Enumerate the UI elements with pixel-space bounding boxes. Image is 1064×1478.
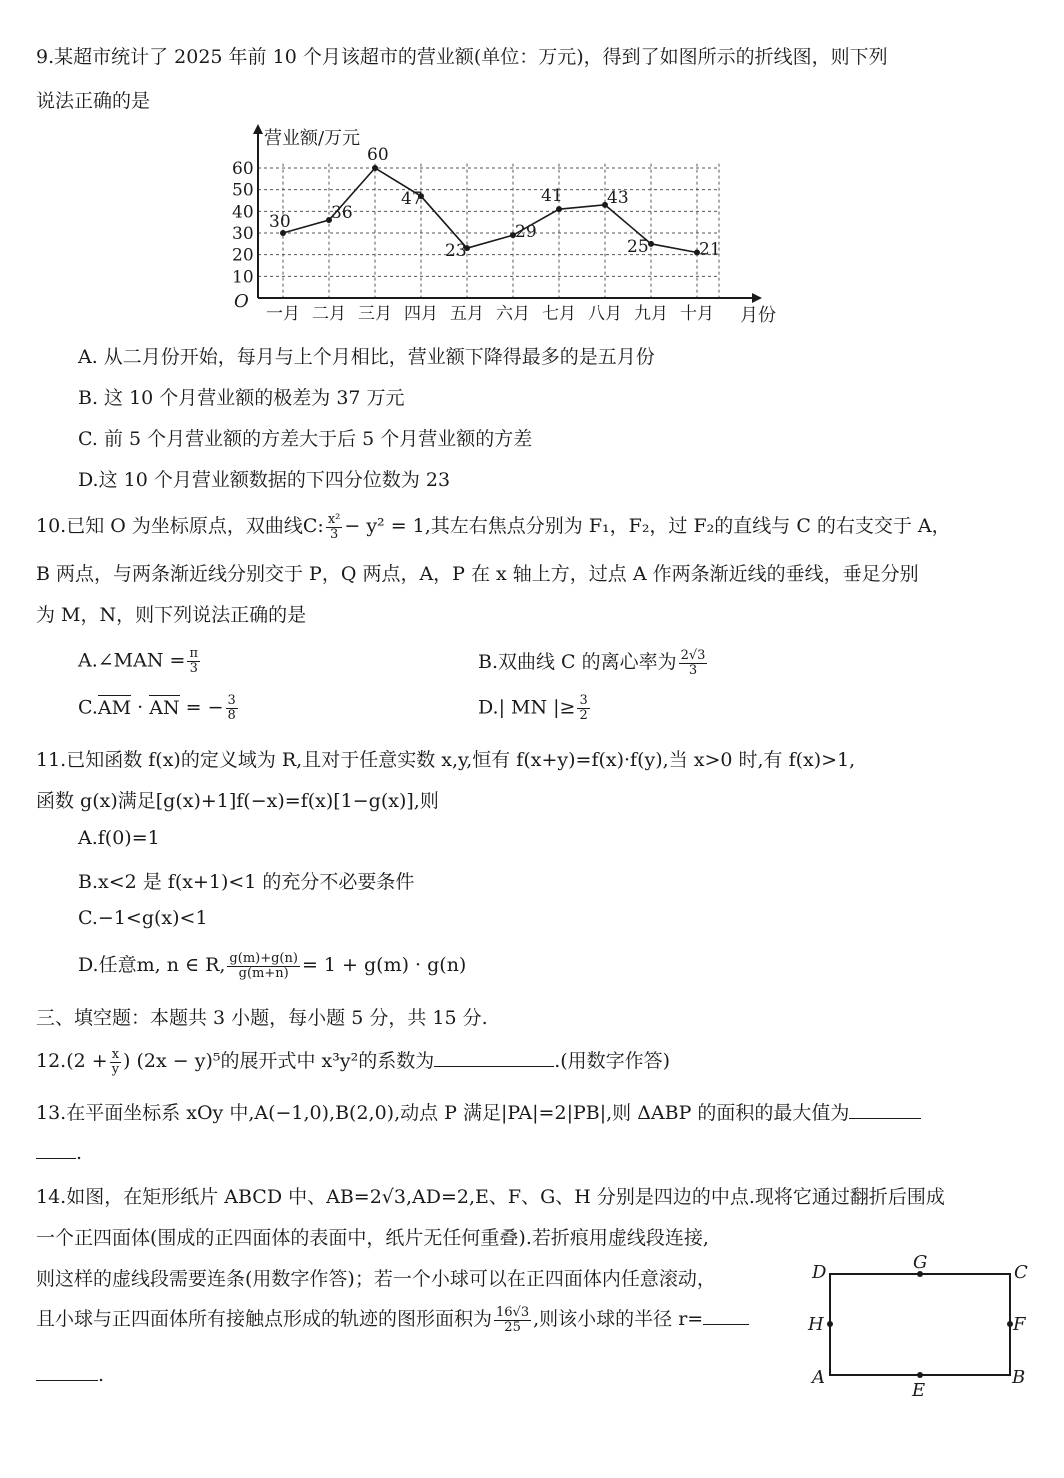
y-tick-label: 60 bbox=[232, 159, 254, 179]
label-a: A bbox=[812, 1367, 825, 1388]
q13-stem-line2: . bbox=[36, 1140, 82, 1164]
section-3-heading: 三、填空题：本题共 3 小题，每小题 5 分，共 15 分. bbox=[36, 1007, 488, 1029]
y-tick-label: 30 bbox=[232, 224, 254, 244]
revenue-line-chart bbox=[226, 118, 796, 333]
q11-option-c: C.−1<g(x)<1 bbox=[78, 907, 208, 929]
x-tick-label: 九月 bbox=[634, 304, 668, 324]
chart-origin-label: O bbox=[234, 291, 249, 312]
y-tick-label: 40 bbox=[232, 202, 254, 223]
data-label: 23 bbox=[445, 241, 467, 262]
chart-x-axis-title: 月份 bbox=[740, 305, 776, 326]
q13-answer-blank bbox=[849, 1100, 921, 1119]
label-g: G bbox=[913, 1252, 928, 1273]
q14-stem-line4: 且小球与正四面体所有接触点形成的轨迹的图形面积为 $\frac{16√3}{25}$ ,则该小球的半径 r= bbox=[36, 1304, 749, 1335]
data-label: 36 bbox=[331, 203, 353, 223]
chart-category-labels bbox=[266, 304, 714, 324]
q12-answer-blank bbox=[434, 1048, 554, 1067]
q10-stem-line2: B 两点，与两条渐近线分别交于 P，Q 两点，A，P 在 x 轴上方，过点 A 作两条渐近线的垂线，垂足分别 bbox=[36, 563, 919, 585]
x-tick-label: 八月 bbox=[588, 304, 622, 324]
data-label: 41 bbox=[541, 186, 563, 207]
data-label: 60 bbox=[367, 145, 389, 165]
q11-option-b: B.x<2 是 f(x+1)<1 的充分不必要条件 bbox=[78, 871, 415, 893]
q9-stem-line2: 说法正确的是 bbox=[36, 90, 151, 112]
q14-answer-blank bbox=[703, 1306, 749, 1325]
x-tick-label: 一月 bbox=[266, 304, 300, 324]
q10-option-a: A.∠MAN = $\frac{\pi}{3}$ bbox=[78, 646, 198, 676]
data-label: 29 bbox=[515, 222, 537, 243]
q10-option-d: D.| MN |≥ $\frac{3}{2}$ bbox=[478, 693, 588, 723]
rectangle-abcd-figure bbox=[800, 1250, 1040, 1400]
q11-option-d: D.任意m, n ∈ R, $\frac{g(m)+g(n)}{g(m+n)}$ = 1 + g(m) · g(n) bbox=[78, 950, 467, 981]
x-tick-label: 五月 bbox=[450, 304, 484, 324]
y-tick-label: 20 bbox=[232, 245, 254, 266]
data-point bbox=[556, 206, 562, 212]
q10-stem-line3: 为 M，N，则下列说法正确的是 bbox=[36, 604, 307, 626]
q9-option-c: C. 前 5 个月营业额的方差大于后 5 个月营业额的方差 bbox=[78, 428, 533, 450]
q14-stem-line1: 14.如图，在矩形纸片 ABCD 中、AB=2√3,AD=2,E、F、G、H 分别是四边的中点.现将它通过翻折后围成 bbox=[36, 1186, 945, 1208]
data-label: 30 bbox=[269, 212, 291, 232]
y-axis-arrow bbox=[253, 124, 263, 134]
data-label: 25 bbox=[627, 236, 649, 257]
x-tick-label: 四月 bbox=[404, 304, 438, 324]
point-h bbox=[827, 1321, 833, 1327]
q14-stem-line2: 一个正四面体(围成的正四面体的表面中，纸片无任何重叠).若折痕用虚线段连接, bbox=[36, 1227, 709, 1249]
y-tick-label: 10 bbox=[232, 267, 254, 288]
q13-stem-line1: 13.在平面坐标系 xOy 中,A(−1,0),B(2,0),动点 P 满足|PA|=2|PB|,则 ΔABP 的面积的最大值为 bbox=[36, 1098, 921, 1125]
x-tick-label: 六月 bbox=[496, 304, 530, 324]
q12-stem: 12.(2 + $\frac{x}{y}$ ) (2x − y)⁵的展开式中 x³y²的系数为 .(用数字作答) bbox=[36, 1046, 671, 1077]
q11-stem-line1: 11.已知函数 f(x)的定义域为 R,且对于任意实数 x,y,恒有 f(x+y)=f(x)·f(y),当 x>0 时,有 f(x)>1, bbox=[36, 749, 856, 771]
label-d: D bbox=[812, 1262, 827, 1283]
label-h: H bbox=[808, 1314, 824, 1335]
q9-option-d: D.这 10 个月营业额数据的下四分位数为 23 bbox=[78, 469, 451, 491]
chart-grid bbox=[258, 164, 719, 298]
data-label: 43 bbox=[607, 187, 629, 208]
point-e bbox=[917, 1372, 923, 1378]
q9-option-b: B. 这 10 个月营业额的极差为 37 万元 bbox=[78, 387, 405, 409]
label-b: B bbox=[1012, 1367, 1026, 1388]
q14-stem-line3: 则这样的虚线段需要连条(用数字作答)；若一个小球可以在正四面体内任意滚动， bbox=[36, 1268, 716, 1290]
q11-stem-line2: 函数 g(x)满足[g(x)+1]f(−x)=f(x)[1−g(x)],则 bbox=[36, 790, 439, 812]
data-label: 21 bbox=[699, 239, 721, 260]
q11-option-a: A.f(0)=1 bbox=[78, 827, 160, 849]
x-tick-label: 十月 bbox=[680, 304, 714, 324]
y-tick-label: 50 bbox=[232, 180, 254, 201]
label-f: F bbox=[1013, 1314, 1026, 1335]
q10-hyperbola-fraction: $\frac{\text{x²}}{3}$ bbox=[327, 511, 341, 542]
q10-stem-line1: 10.已知 O 为坐标原点，双曲线C: $\frac{\text{x²}}{3}$ − y² = 1,其左右焦点分别为 F₁，F₂，过 F₂的直线与 C 的右支交于 A， bbox=[36, 511, 951, 542]
x-tick-label: 七月 bbox=[542, 304, 576, 324]
data-point bbox=[648, 241, 654, 247]
q9-option-a: A. 从二月份开始，每月与上个月相比，营业额下降得最多的是五月份 bbox=[78, 346, 655, 368]
label-e: E bbox=[912, 1380, 926, 1400]
data-point bbox=[372, 165, 378, 171]
q14-stem-line5: . bbox=[36, 1362, 104, 1386]
data-label: 47 bbox=[401, 189, 423, 210]
x-axis-arrow bbox=[752, 293, 762, 303]
q9-stem-line1: 9.某超市统计了 2025 年前 10 个月该超市的营业额(单位：万元)，得到了如图所示的折线图，则下列 bbox=[36, 46, 888, 68]
q10-option-c: C. AM · AN = − $\frac{3}{8}$ bbox=[78, 693, 236, 723]
x-tick-label: 二月 bbox=[312, 304, 346, 324]
q10-option-b: B.双曲线 C 的离心率为 $\frac{2√3}{3}$ bbox=[478, 647, 706, 678]
x-tick-label: 三月 bbox=[358, 304, 392, 324]
chart-ticks bbox=[232, 159, 254, 287]
chart-y-axis-title: 营业额/万元 bbox=[264, 128, 361, 149]
label-c: C bbox=[1014, 1262, 1028, 1283]
